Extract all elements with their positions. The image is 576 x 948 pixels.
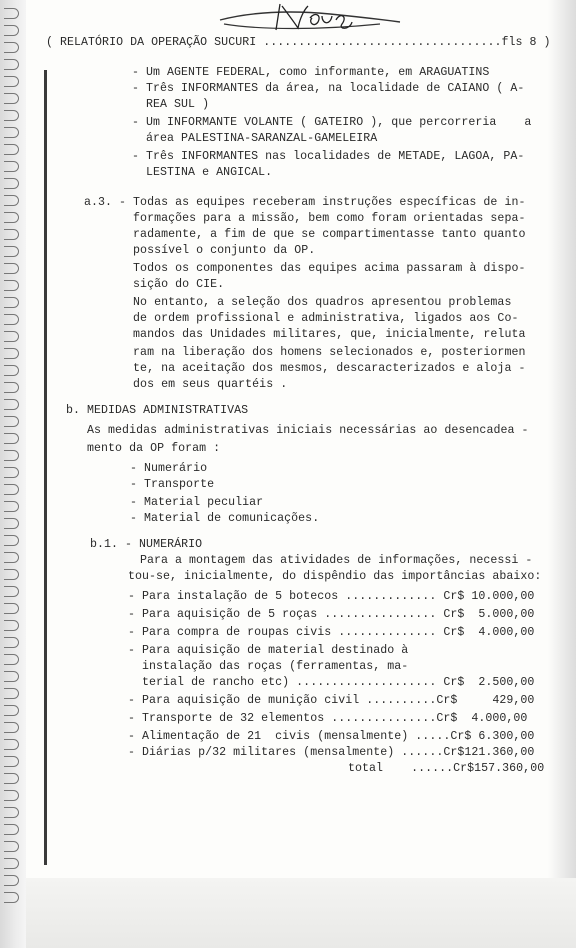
binding-ring — [4, 110, 19, 121]
binding-ring — [4, 654, 19, 665]
binding-ring — [4, 773, 19, 784]
paragraph-line: sição do CIE. — [84, 278, 225, 291]
binding-ring — [4, 59, 19, 70]
list-item: - Numerário — [130, 462, 208, 475]
binding-ring — [4, 8, 19, 19]
page-bottom-shadow — [26, 878, 576, 948]
list-item: - Material peculiar — [130, 496, 264, 509]
binding-ring — [4, 467, 19, 478]
section-heading: b. MEDIDAS ADMINISTRATIVAS — [66, 404, 249, 417]
spiral-binding — [0, 0, 26, 948]
cost-line: terial de rancho etc) .................... Cr$ 2.500,00 — [128, 676, 535, 689]
paragraph-line: mento da OP foram : — [66, 442, 221, 455]
cost-line: - Alimentação de 21 civis (mensalmente) .....Cr$ 6.300,00 — [128, 730, 535, 743]
binding-ring — [4, 535, 19, 546]
paragraph-line: de ordem profissional e administrativa, ligados aos Co- — [84, 312, 519, 325]
list-item: área PALESTINA-SARANZAL-GAMELEIRA — [132, 132, 378, 145]
cost-line: instalação das roças (ferramentas, ma- — [128, 660, 409, 673]
binding-ring — [4, 552, 19, 563]
cost-line: - Diárias p/32 militares (mensalmente) ......Cr$121.360,00 — [128, 746, 535, 759]
binding-ring — [4, 688, 19, 699]
cost-line: - Para aquisição de 5 roças ................ Cr$ 5.000,00 — [128, 608, 535, 621]
binding-ring — [4, 756, 19, 767]
paragraph-line: possível o conjunto da OP. — [84, 244, 316, 257]
binding-ring — [4, 450, 19, 461]
paragraph-line: tou-se, inicialmente, do dispêndio das importâncias abaixo: — [128, 570, 542, 583]
binding-ring — [4, 229, 19, 240]
binding-ring — [4, 671, 19, 682]
binding-ring — [4, 280, 19, 291]
margin-rule — [44, 70, 47, 865]
binding-ring — [4, 161, 19, 172]
page-header: ( RELATÓRIO DA OPERAÇÃO SUCURI ..................................fls 8 ) — [46, 36, 551, 49]
binding-ring — [4, 620, 19, 631]
page-edge-shadow — [548, 0, 576, 948]
paragraph-line: No entanto, a seleção dos quadros apresentou problemas — [84, 296, 512, 309]
binding-ring — [4, 603, 19, 614]
binding-ring — [4, 892, 19, 903]
binding-ring — [4, 212, 19, 223]
list-item: - Três INFORMANTES da área, na localidade de CAIANO ( A- — [132, 82, 525, 95]
binding-ring — [4, 416, 19, 427]
binding-ring — [4, 518, 19, 529]
list-item: - Transporte — [130, 478, 215, 491]
binding-ring — [4, 875, 19, 886]
binding-ring — [4, 484, 19, 495]
binding-ring — [4, 25, 19, 36]
binding-ring — [4, 195, 19, 206]
binding-ring — [4, 178, 19, 189]
paragraph-line: Todos os componentes das equipes acima passaram à dispo- — [84, 262, 526, 275]
binding-ring — [4, 841, 19, 852]
cost-line: - Para aquisição de munição civil ..........Cr$ 429,00 — [128, 694, 535, 707]
binding-ring — [4, 739, 19, 750]
cost-line: - Transporte de 32 elementos ...............Cr$ 4.000,00 — [128, 712, 528, 725]
binding-ring — [4, 42, 19, 53]
binding-ring — [4, 263, 19, 274]
list-item: - Um AGENTE FEDERAL, como informante, em ARAGUATINS — [132, 66, 490, 79]
binding-ring — [4, 824, 19, 835]
paragraph-line: formações para a missão, bem como foram orientadas sepa- — [84, 212, 526, 225]
binding-ring — [4, 586, 19, 597]
binding-ring — [4, 314, 19, 325]
list-item: - Três INFORMANTES nas localidades de METADE, LAGOA, PA- — [132, 150, 525, 163]
cost-line: - Para compra de roupas civis .............. Cr$ 4.000,00 — [128, 626, 535, 639]
paragraph-line: dos em seus quartéis . — [84, 378, 288, 391]
cost-total: total ......Cr$157.360,00 — [348, 762, 545, 775]
binding-ring — [4, 722, 19, 733]
list-item: - Um INFORMANTE VOLANTE ( GATEIRO ), que percorreria a — [132, 116, 532, 129]
cost-line: - Para aquisição de material destinado à — [128, 644, 409, 657]
binding-ring — [4, 331, 19, 342]
binding-ring — [4, 76, 19, 87]
paragraph-line: a.3. - Todas as equipes receberam instruções específicas de in- — [84, 196, 526, 209]
subsection-heading: b.1. - NUMERÁRIO — [90, 538, 203, 551]
binding-ring — [4, 127, 19, 138]
paragraph-line: mandos das Unidades militares, que, inicialmente, reluta — [84, 328, 526, 341]
binding-ring — [4, 569, 19, 580]
binding-ring — [4, 807, 19, 818]
paragraph-line: As medidas administrativas iniciais necessárias ao desencadea - — [66, 424, 529, 437]
binding-ring — [4, 365, 19, 376]
list-item: LESTINA e ANGICAL. — [132, 166, 273, 179]
binding-ring — [4, 93, 19, 104]
binding-ring — [4, 399, 19, 410]
binding-ring — [4, 790, 19, 801]
cost-line: - Para instalação de 5 botecos ............. Cr$ 10.000,00 — [128, 590, 535, 603]
paragraph-line: te, na aceitação dos mesmos, descaracterizados e aloja - — [84, 362, 526, 375]
binding-ring — [4, 433, 19, 444]
handwritten-signature — [210, 0, 410, 36]
binding-ring — [4, 144, 19, 155]
list-item: - Material de comunicações. — [130, 512, 320, 525]
binding-ring — [4, 705, 19, 716]
binding-ring — [4, 297, 19, 308]
paragraph-line: Para a montagem das atividades de informações, necessi - — [140, 554, 533, 567]
paragraph-line: radamente, a fim de que se compartimentasse tanto quanto — [84, 228, 526, 241]
binding-ring — [4, 501, 19, 512]
list-item: REA SUL ) — [132, 98, 210, 111]
paragraph-line: ram na liberação dos homens selecionados e, posteriormen — [84, 346, 526, 359]
binding-ring — [4, 348, 19, 359]
binding-ring — [4, 858, 19, 869]
binding-ring — [4, 637, 19, 648]
binding-ring — [4, 382, 19, 393]
binding-ring — [4, 246, 19, 257]
